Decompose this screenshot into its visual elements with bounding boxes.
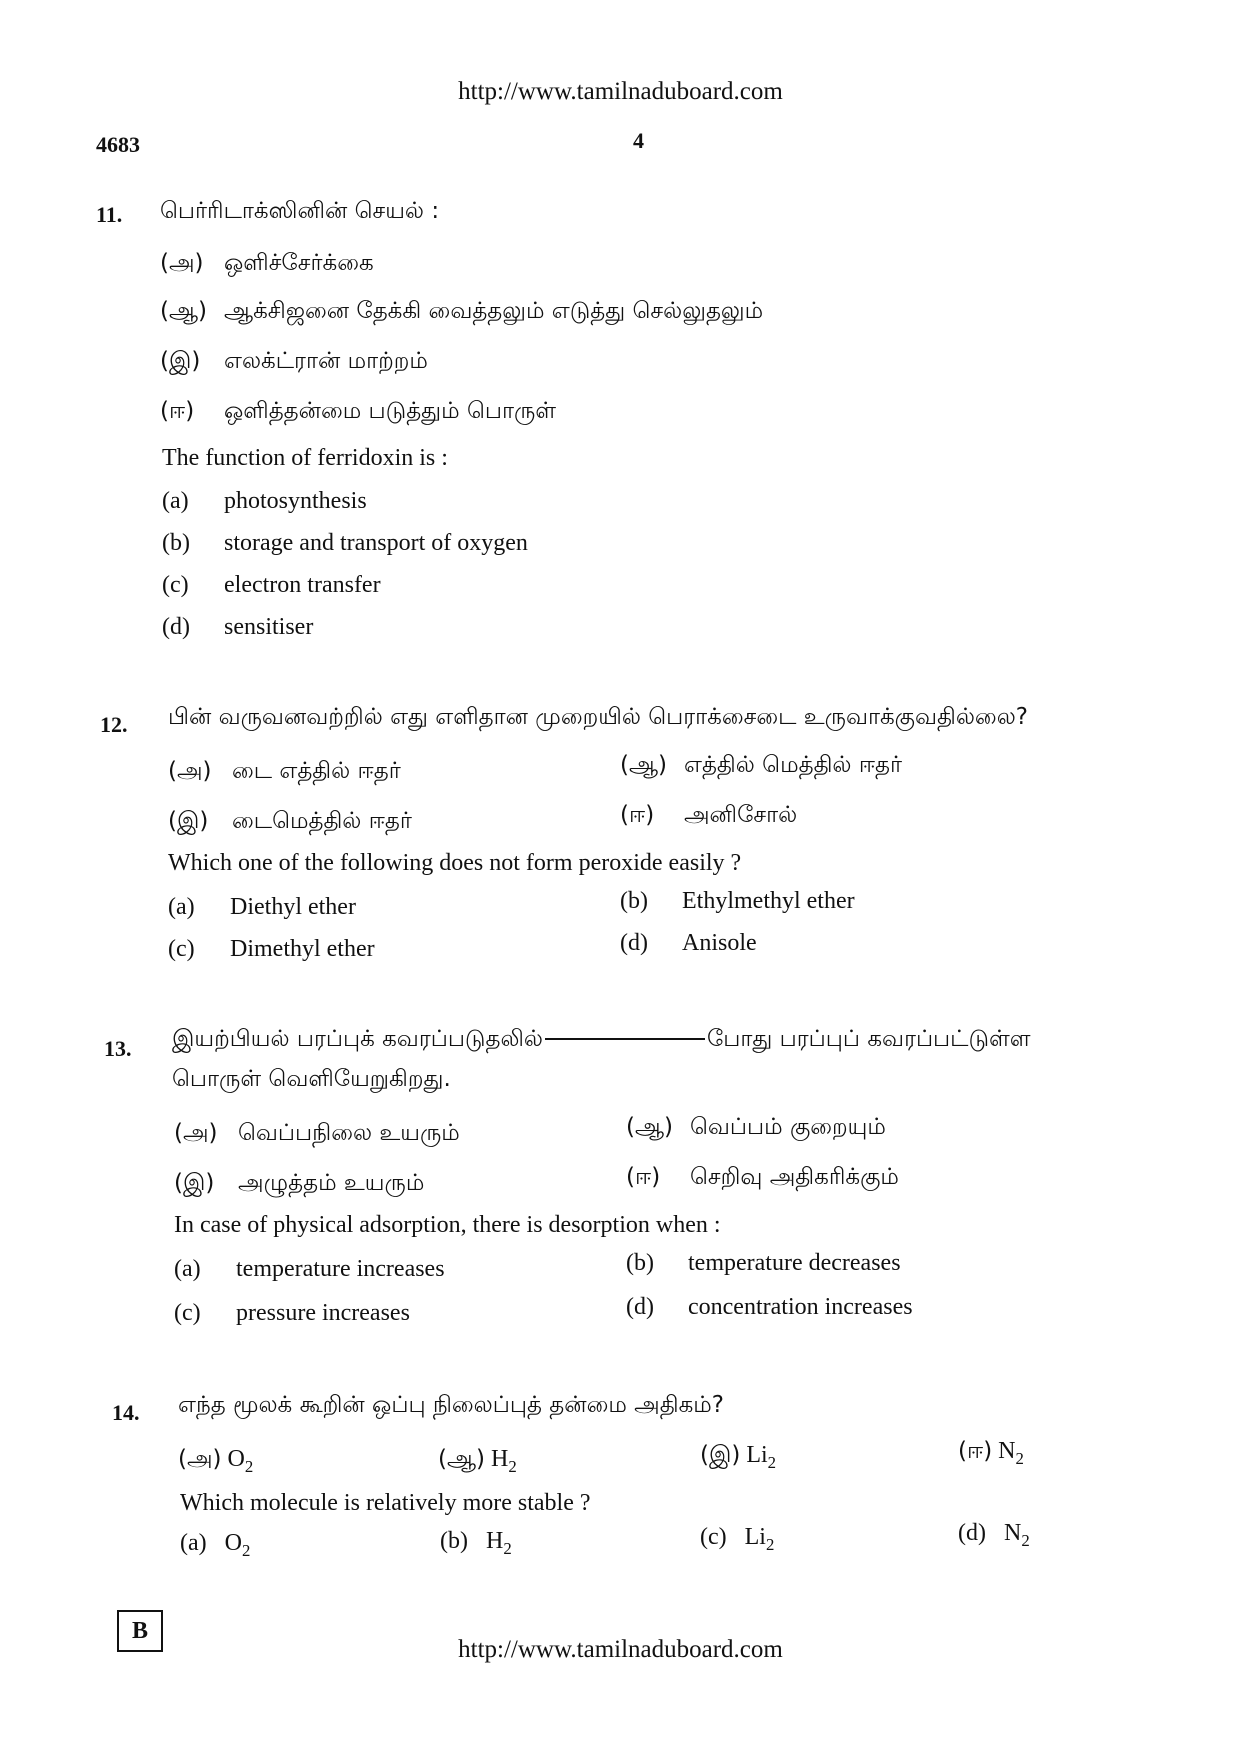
option-tamil: [438, 1446, 517, 1477]
option-english: [626, 1294, 913, 1321]
option-english: [174, 1256, 445, 1283]
option-label: (a): [174, 1256, 201, 1282]
option-text: Diethyl ether: [230, 894, 356, 920]
option-english: [700, 1524, 774, 1555]
formula-n2: $N_2$: [998, 1438, 1024, 1468]
option-label: (ஆ): [438, 1446, 486, 1472]
option-text: வெப்பநிலை உயரும்: [238, 1120, 460, 1146]
option-label: (இ): [168, 808, 209, 834]
option-text: ஒளிச்சேர்க்கை: [224, 250, 374, 276]
option-english: [168, 894, 356, 921]
option-text: sensitiser: [224, 614, 314, 640]
formula-o2: $O_2$: [224, 1530, 251, 1560]
formula-h2: $H_2$: [491, 1446, 517, 1476]
option-label: (b): [440, 1528, 468, 1554]
option-label: (c): [168, 936, 195, 962]
option-text: Anisole: [682, 930, 757, 956]
option-label: (அ): [160, 250, 204, 276]
option-text: storage and transport of oxygen: [224, 530, 528, 556]
option-label: (ஆ): [626, 1114, 674, 1140]
question-number: 11.: [96, 202, 123, 227]
option-english: [958, 1520, 1030, 1551]
option-text: temperature decreases: [688, 1250, 901, 1276]
option-label: (ஈ): [160, 398, 195, 424]
option-tamil: [174, 1170, 424, 1199]
option-tamil: [958, 1438, 1024, 1469]
question-text-english: Which one of the following does not form peroxide easily ?: [168, 850, 742, 876]
question-number: 13.: [104, 1036, 132, 1061]
option-label: (d): [958, 1520, 986, 1546]
option-label: (c): [162, 572, 189, 598]
option-label: (d): [620, 930, 648, 956]
option-label: (அ): [174, 1120, 218, 1146]
option-english: [440, 1528, 512, 1559]
option-text: செறிவு அதிகரிக்கும்: [690, 1164, 899, 1190]
question-text-part: போது பரப்புப் கவரப்பட்டுள்ள: [706, 1026, 1031, 1052]
option-label: (ஆ): [620, 752, 668, 778]
option-label: (இ): [160, 348, 201, 374]
question-text-english: Which molecule is relatively more stable ?: [180, 1490, 591, 1516]
option-text: ஒளித்தன்மை படுத்தும் பொருள்: [224, 398, 557, 424]
option-label: (ஈ): [620, 802, 655, 828]
question-number: 12.: [100, 712, 128, 737]
question-text-tamil: எந்த மூலக் கூறின் ஒப்பு நிலைப்புத் தன்மை அதிகம்?: [178, 1392, 724, 1418]
question-text-tamil: பெர்ரிடாக்ஸினின் செயல் :: [160, 198, 440, 224]
formula-h2: $H_2$: [485, 1528, 512, 1558]
option-label: (அ): [178, 1446, 222, 1472]
option-tamil: [168, 808, 412, 837]
option-tamil: [620, 802, 797, 831]
option-label: (ஈ): [626, 1164, 661, 1190]
booklet-version-box: B: [117, 1610, 163, 1652]
option-label: (ஆ): [160, 298, 208, 324]
option-label: (b): [626, 1250, 654, 1276]
question-text-tamil-line2: பொருள் வெளியேறுகிறது.: [172, 1066, 451, 1092]
option-tamil: [626, 1164, 899, 1193]
option-text: Ethylmethyl ether: [682, 888, 855, 914]
option-english: [162, 530, 528, 557]
option-label: (இ): [700, 1442, 741, 1468]
formula-n2: $N_2$: [1003, 1520, 1030, 1550]
option-english: [180, 1530, 250, 1561]
formula-li2: $Li_2$: [744, 1524, 775, 1554]
option-text: வெப்பம் குறையும்: [690, 1114, 886, 1140]
option-tamil: [620, 752, 902, 781]
option-text: டை எத்தில் ஈதர்: [232, 758, 401, 784]
option-tamil: [700, 1442, 776, 1473]
question-number: 14.: [112, 1400, 140, 1425]
option-english: [162, 572, 381, 599]
option-text: டைமெத்தில் ஈதர்: [232, 808, 412, 834]
option-english: [162, 488, 367, 515]
footer-url[interactable]: http://www.tamilnaduboard.com: [458, 1636, 783, 1663]
option-english: [162, 614, 313, 641]
formula-li2: $Li_2$: [746, 1442, 777, 1472]
option-label: (b): [162, 530, 190, 556]
option-text: ஆக்சிஜனை தேக்கி வைத்தலும் எடுத்து செல்லுதலும்: [224, 298, 764, 324]
option-english: [174, 1300, 410, 1327]
option-label: (ஈ): [958, 1438, 993, 1464]
option-tamil: [178, 1446, 253, 1477]
option-tamil: [168, 758, 401, 787]
option-tamil: [160, 398, 556, 427]
option-label: (அ): [168, 758, 212, 784]
option-label: (a): [168, 894, 195, 920]
option-label: (d): [626, 1294, 654, 1320]
option-tamil: [160, 298, 763, 327]
option-text: pressure increases: [236, 1300, 410, 1326]
question-text-part: இயற்பியல் பரப்புக் கவரப்படுதலில்: [172, 1026, 543, 1052]
option-text: concentration increases: [688, 1294, 913, 1320]
option-label: (b): [620, 888, 648, 914]
option-text: அழுத்தம் உயரும்: [238, 1170, 425, 1196]
question-text-english: The function of ferridoxin is :: [162, 445, 448, 471]
option-text: எலக்ட்ரான் மாற்றம்: [224, 348, 428, 374]
fill-in-blank: [545, 1038, 705, 1040]
option-label: (c): [174, 1300, 201, 1326]
question-text-english: In case of physical adsorption, there is desorption when :: [174, 1212, 721, 1238]
option-tamil: [160, 348, 428, 377]
option-tamil: [174, 1120, 460, 1149]
question-text-tamil: பின் வருவனவற்றில் எது எளிதான முறையில் பெராக்சைடை உருவாக்குவதில்லை?: [168, 704, 1028, 730]
option-tamil: [160, 250, 374, 279]
option-label: (a): [180, 1530, 207, 1556]
option-text: அனிசோல்: [684, 802, 798, 828]
page-number: 4: [633, 128, 644, 153]
option-english: [620, 888, 855, 915]
option-text: எத்தில் மெத்தில் ஈதர்: [684, 752, 903, 778]
option-label: (a): [162, 488, 189, 514]
option-text: electron transfer: [224, 572, 381, 598]
option-text: temperature increases: [236, 1256, 445, 1282]
header-url[interactable]: http://www.tamilnaduboard.com: [458, 78, 783, 105]
option-label: (d): [162, 614, 190, 640]
option-tamil: [626, 1114, 886, 1143]
option-english: [168, 936, 375, 963]
question-text-tamil: [172, 1026, 1031, 1055]
option-english: [626, 1250, 901, 1277]
option-label: (c): [700, 1524, 727, 1550]
option-label: (இ): [174, 1170, 215, 1196]
formula-o2: $O_2$: [227, 1446, 254, 1476]
option-text: Dimethyl ether: [230, 936, 375, 962]
option-text: photosynthesis: [224, 488, 367, 514]
option-english: [620, 930, 757, 957]
paper-code: 4683: [96, 132, 140, 157]
